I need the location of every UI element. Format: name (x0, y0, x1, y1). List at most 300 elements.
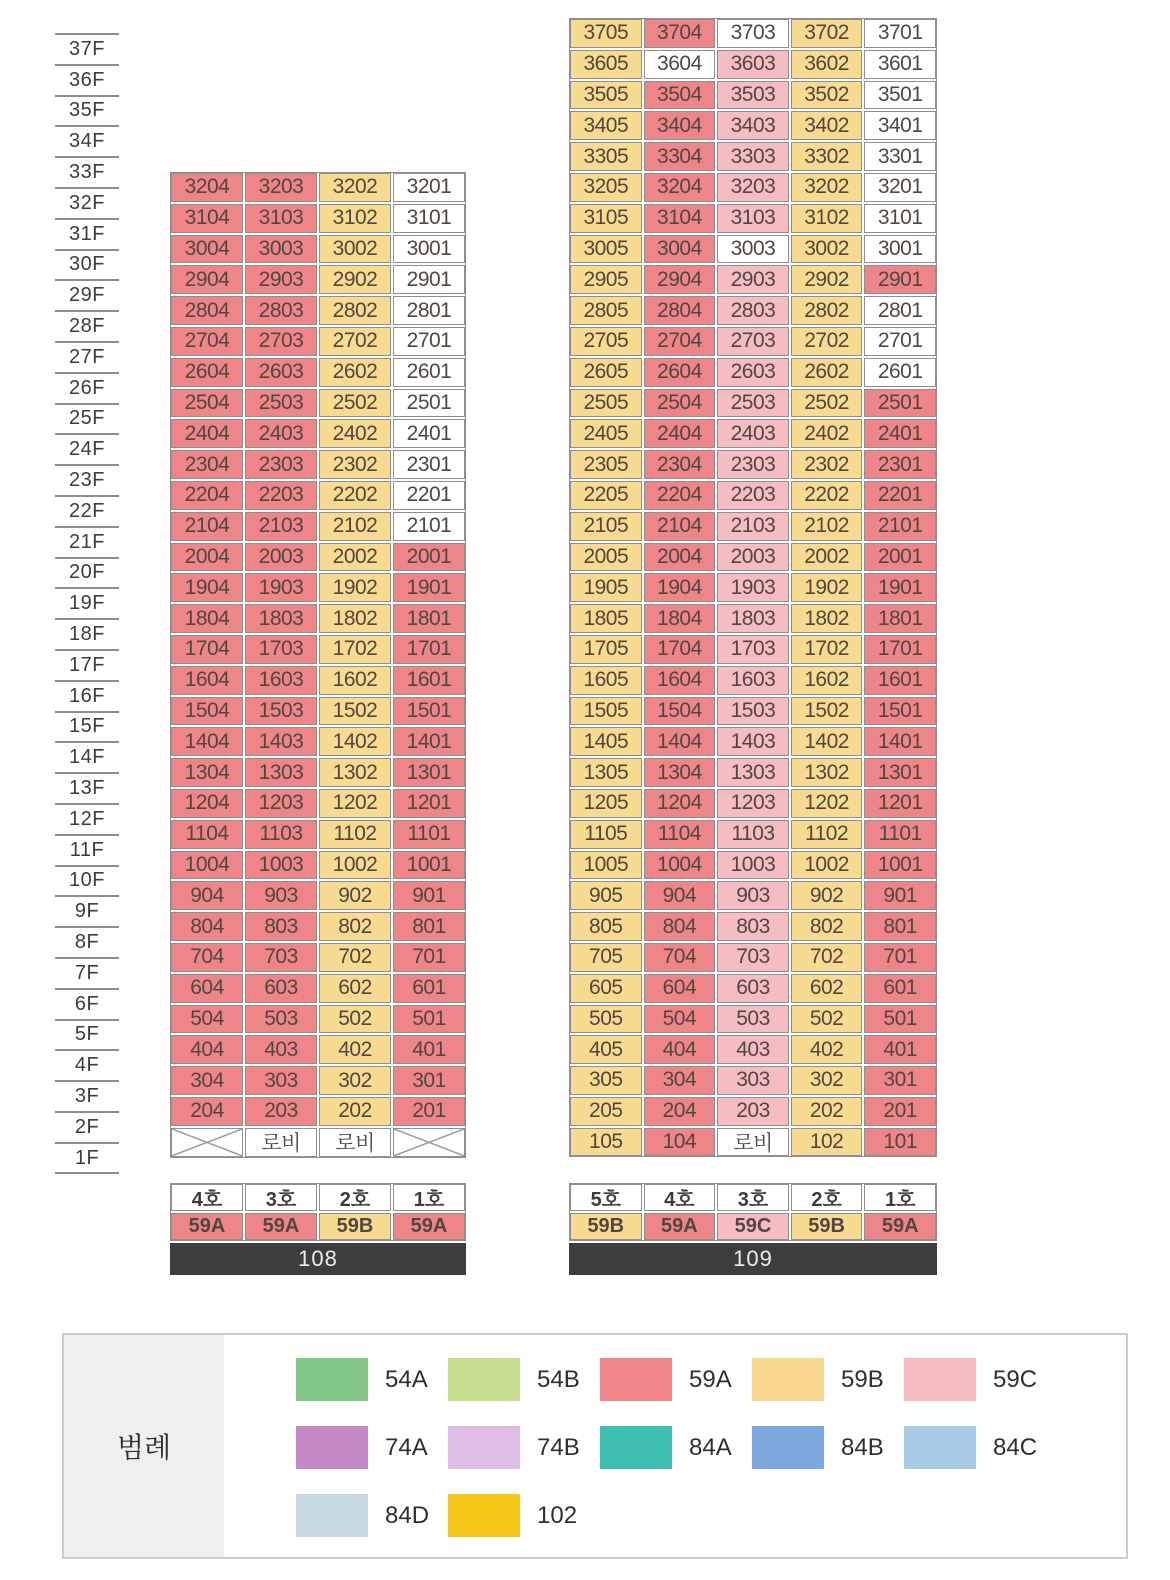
unit-cell-2202[interactable]: 2202 (319, 481, 391, 510)
unit-cell-2402[interactable]: 2402 (791, 419, 863, 448)
unit-cell-602[interactable]: 602 (791, 974, 863, 1003)
unit-cell-801[interactable]: 801 (393, 912, 465, 941)
unit-cell-2204[interactable]: 2204 (171, 481, 243, 510)
unit-cell-2504[interactable]: 2504 (644, 389, 716, 418)
unit-cell-3104[interactable]: 3104 (171, 204, 243, 233)
unit-cell-1202[interactable]: 1202 (791, 789, 863, 818)
unit-cell-1603[interactable]: 1603 (245, 666, 317, 695)
unit-cell-601[interactable]: 601 (864, 974, 936, 1003)
unit-cell-1001[interactable]: 1001 (864, 851, 936, 880)
unit-cell-2704[interactable]: 2704 (644, 327, 716, 356)
unit-cell-3202[interactable]: 3202 (319, 173, 391, 202)
unit-cell-1101[interactable]: 1101 (864, 820, 936, 849)
unit-cell-3402[interactable]: 3402 (791, 111, 863, 140)
unit-cell-1302[interactable]: 1302 (319, 758, 391, 787)
unit-cell-2004[interactable]: 2004 (644, 543, 716, 572)
unit-cell-2202[interactable]: 2202 (791, 481, 863, 510)
unit-cell-1403[interactable]: 1403 (717, 727, 789, 756)
unit-cell-1503[interactable]: 1503 (717, 697, 789, 726)
unit-cell-2803[interactable]: 2803 (245, 296, 317, 325)
unit-cell-1002[interactable]: 1002 (791, 851, 863, 880)
unit-cell-2104[interactable]: 2104 (644, 512, 716, 541)
unit-cell-3701[interactable]: 3701 (864, 19, 936, 48)
unit-cell-1904[interactable]: 1904 (644, 573, 716, 602)
unit-cell-2502[interactable]: 2502 (319, 389, 391, 418)
unit-cell-3703[interactable]: 3703 (717, 19, 789, 48)
unit-cell-501[interactable]: 501 (393, 1005, 465, 1034)
unit-cell-2901[interactable]: 2901 (393, 265, 465, 294)
unit-cell-2901[interactable]: 2901 (864, 265, 936, 294)
unit-cell-401[interactable]: 401 (393, 1035, 465, 1064)
unit-cell-2003[interactable]: 2003 (245, 543, 317, 572)
unit-cell-2302[interactable]: 2302 (791, 450, 863, 479)
unit-cell-3204[interactable]: 3204 (644, 173, 716, 202)
unit-cell-2504[interactable]: 2504 (171, 389, 243, 418)
unit-cell-3705[interactable]: 3705 (570, 19, 642, 48)
unit-cell-904[interactable]: 904 (171, 881, 243, 910)
unit-cell-2001[interactable]: 2001 (393, 543, 465, 572)
unit-cell-303[interactable]: 303 (245, 1066, 317, 1095)
unit-cell-901[interactable]: 901 (393, 881, 465, 910)
unit-cell-1103[interactable]: 1103 (717, 820, 789, 849)
unit-cell-2203[interactable]: 2203 (245, 481, 317, 510)
unit-cell-1304[interactable]: 1304 (171, 758, 243, 787)
unit-cell-2401[interactable]: 2401 (864, 419, 936, 448)
unit-cell-1903[interactable]: 1903 (717, 573, 789, 602)
unit-cell-1801[interactable]: 1801 (864, 604, 936, 633)
unit-cell-1902[interactable]: 1902 (791, 573, 863, 602)
unit-cell-3403[interactable]: 3403 (717, 111, 789, 140)
unit-cell-1601[interactable]: 1601 (864, 666, 936, 695)
unit-cell-3301[interactable]: 3301 (864, 142, 936, 171)
unit-cell-402[interactable]: 402 (791, 1035, 863, 1064)
unit-cell-2404[interactable]: 2404 (644, 419, 716, 448)
unit-cell-3103[interactable]: 3103 (717, 204, 789, 233)
unit-cell-305[interactable]: 305 (570, 1066, 642, 1095)
unit-cell-402[interactable]: 402 (319, 1035, 391, 1064)
unit-cell-3103[interactable]: 3103 (245, 204, 317, 233)
unit-cell-3401[interactable]: 3401 (864, 111, 936, 140)
unit-cell-1901[interactable]: 1901 (864, 573, 936, 602)
unit-cell-303[interactable]: 303 (717, 1066, 789, 1095)
unit-cell-3605[interactable]: 3605 (570, 50, 642, 79)
unit-cell-2305[interactable]: 2305 (570, 450, 642, 479)
unit-cell-3101[interactable]: 3101 (393, 204, 465, 233)
unit-cell-1903[interactable]: 1903 (245, 573, 317, 602)
unit-cell-603[interactable]: 603 (717, 974, 789, 1003)
unit-cell-102[interactable]: 102 (791, 1128, 863, 1157)
unit-cell-404[interactable]: 404 (171, 1035, 243, 1064)
unit-cell-1504[interactable]: 1504 (171, 697, 243, 726)
unit-cell-2701[interactable]: 2701 (864, 327, 936, 356)
unit-cell-2103[interactable]: 2103 (245, 512, 317, 541)
unit-cell-3303[interactable]: 3303 (717, 142, 789, 171)
unit-cell-2103[interactable]: 2103 (717, 512, 789, 541)
unit-cell-2904[interactable]: 2904 (644, 265, 716, 294)
unit-cell-2003[interactable]: 2003 (717, 543, 789, 572)
unit-cell-3601[interactable]: 3601 (864, 50, 936, 79)
unit-cell-804[interactable]: 804 (644, 912, 716, 941)
unit-cell-1802[interactable]: 1802 (319, 604, 391, 633)
unit-cell-1402[interactable]: 1402 (791, 727, 863, 756)
unit-cell-1405[interactable]: 1405 (570, 727, 642, 756)
unit-cell-2402[interactable]: 2402 (319, 419, 391, 448)
unit-cell-2201[interactable]: 2201 (393, 481, 465, 510)
unit-cell-503[interactable]: 503 (245, 1005, 317, 1034)
unit-cell-3304[interactable]: 3304 (644, 142, 716, 171)
unit-cell-2502[interactable]: 2502 (791, 389, 863, 418)
unit-cell-3502[interactable]: 3502 (791, 81, 863, 110)
unit-cell-902[interactable]: 902 (319, 881, 391, 910)
unit-cell-1003[interactable]: 1003 (245, 851, 317, 880)
unit-cell-3501[interactable]: 3501 (864, 81, 936, 110)
unit-cell-1802[interactable]: 1802 (791, 604, 863, 633)
unit-cell-2102[interactable]: 2102 (791, 512, 863, 541)
unit-cell-1701[interactable]: 1701 (864, 635, 936, 664)
unit-cell-801[interactable]: 801 (864, 912, 936, 941)
unit-cell-2405[interactable]: 2405 (570, 419, 642, 448)
unit-cell-1204[interactable]: 1204 (644, 789, 716, 818)
unit-cell-2802[interactable]: 2802 (791, 296, 863, 325)
unit-cell-304[interactable]: 304 (171, 1066, 243, 1095)
unit-cell-3504[interactable]: 3504 (644, 81, 716, 110)
unit-cell-3004[interactable]: 3004 (171, 235, 243, 264)
unit-cell-3503[interactable]: 3503 (717, 81, 789, 110)
unit-cell-1005[interactable]: 1005 (570, 851, 642, 880)
unit-cell-3203[interactable]: 3203 (245, 173, 317, 202)
unit-cell-3002[interactable]: 3002 (791, 235, 863, 264)
unit-cell-3603[interactable]: 3603 (717, 50, 789, 79)
unit-cell-2503[interactable]: 2503 (717, 389, 789, 418)
unit-cell-3505[interactable]: 3505 (570, 81, 642, 110)
unit-cell-3302[interactable]: 3302 (791, 142, 863, 171)
unit-cell-401[interactable]: 401 (864, 1035, 936, 1064)
unit-cell-1602[interactable]: 1602 (791, 666, 863, 695)
unit-cell-1205[interactable]: 1205 (570, 789, 642, 818)
unit-cell-1303[interactable]: 1303 (717, 758, 789, 787)
unit-cell-201[interactable]: 201 (393, 1097, 465, 1126)
unit-cell-2902[interactable]: 2902 (319, 265, 391, 294)
unit-cell-2804[interactable]: 2804 (171, 296, 243, 325)
unit-cell-1305[interactable]: 1305 (570, 758, 642, 787)
unit-cell-1604[interactable]: 1604 (171, 666, 243, 695)
unit-cell-2004[interactable]: 2004 (171, 543, 243, 572)
unit-cell-1002[interactable]: 1002 (319, 851, 391, 880)
unit-cell-1203[interactable]: 1203 (245, 789, 317, 818)
unit-cell-2501[interactable]: 2501 (393, 389, 465, 418)
unit-cell-2005[interactable]: 2005 (570, 543, 642, 572)
unit-cell-3004[interactable]: 3004 (644, 235, 716, 264)
unit-cell-405[interactable]: 405 (570, 1035, 642, 1064)
unit-cell-1003[interactable]: 1003 (717, 851, 789, 880)
unit-cell-804[interactable]: 804 (171, 912, 243, 941)
unit-cell-2703[interactable]: 2703 (245, 327, 317, 356)
unit-cell-3102[interactable]: 3102 (319, 204, 391, 233)
unit-cell-2001[interactable]: 2001 (864, 543, 936, 572)
unit-cell-1602[interactable]: 1602 (319, 666, 391, 695)
unit-cell-703[interactable]: 703 (717, 943, 789, 972)
unit-cell-3404[interactable]: 3404 (644, 111, 716, 140)
unit-cell-2401[interactable]: 2401 (393, 419, 465, 448)
unit-cell-504[interactable]: 504 (644, 1005, 716, 1034)
unit-cell-2804[interactable]: 2804 (644, 296, 716, 325)
unit-cell-2403[interactable]: 2403 (245, 419, 317, 448)
unit-cell-2705[interactable]: 2705 (570, 327, 642, 356)
unit-cell-2904[interactable]: 2904 (171, 265, 243, 294)
unit-cell-702[interactable]: 702 (319, 943, 391, 972)
unit-cell-1803[interactable]: 1803 (717, 604, 789, 633)
unit-cell-2803[interactable]: 2803 (717, 296, 789, 325)
unit-cell-2105[interactable]: 2105 (570, 512, 642, 541)
unit-cell-2301[interactable]: 2301 (864, 450, 936, 479)
unit-cell-2101[interactable]: 2101 (393, 512, 465, 541)
unit-cell-301[interactable]: 301 (393, 1066, 465, 1095)
unit-cell-1103[interactable]: 1103 (245, 820, 317, 849)
unit-cell-1502[interactable]: 1502 (319, 697, 391, 726)
unit-cell-2002[interactable]: 2002 (319, 543, 391, 572)
unit-cell-3305[interactable]: 3305 (570, 142, 642, 171)
unit-cell-1304[interactable]: 1304 (644, 758, 716, 787)
unit-cell-705[interactable]: 705 (570, 943, 642, 972)
unit-cell-101[interactable]: 101 (864, 1128, 936, 1157)
unit-cell-1704[interactable]: 1704 (644, 635, 716, 664)
unit-cell-1501[interactable]: 1501 (393, 697, 465, 726)
unit-cell-3604[interactable]: 3604 (644, 50, 716, 79)
unit-cell-604[interactable]: 604 (171, 974, 243, 1003)
unit-cell-204[interactable]: 204 (644, 1097, 716, 1126)
unit-cell-901[interactable]: 901 (864, 881, 936, 910)
unit-cell-1604[interactable]: 1604 (644, 666, 716, 695)
unit-cell-3201[interactable]: 3201 (864, 173, 936, 202)
unit-cell-603[interactable]: 603 (245, 974, 317, 1003)
unit-cell-2702[interactable]: 2702 (791, 327, 863, 356)
unit-cell-803[interactable]: 803 (717, 912, 789, 941)
unit-cell-2203[interactable]: 2203 (717, 481, 789, 510)
unit-cell-2702[interactable]: 2702 (319, 327, 391, 356)
unit-cell-302[interactable]: 302 (791, 1066, 863, 1095)
unit-cell-1001[interactable]: 1001 (393, 851, 465, 880)
unit-cell-1004[interactable]: 1004 (171, 851, 243, 880)
unit-cell-2301[interactable]: 2301 (393, 450, 465, 479)
unit-cell-2703[interactable]: 2703 (717, 327, 789, 356)
unit-cell-1105[interactable]: 1105 (570, 820, 642, 849)
unit-cell-2505[interactable]: 2505 (570, 389, 642, 418)
unit-cell-1505[interactable]: 1505 (570, 697, 642, 726)
unit-cell-1901[interactable]: 1901 (393, 573, 465, 602)
unit-cell-802[interactable]: 802 (791, 912, 863, 941)
unit-cell-2902[interactable]: 2902 (791, 265, 863, 294)
unit-cell-3203[interactable]: 3203 (717, 173, 789, 202)
unit-cell-1303[interactable]: 1303 (245, 758, 317, 787)
unit-cell-3405[interactable]: 3405 (570, 111, 642, 140)
unit-cell-2802[interactable]: 2802 (319, 296, 391, 325)
unit-cell-2205[interactable]: 2205 (570, 481, 642, 510)
unit-cell-1704[interactable]: 1704 (171, 635, 243, 664)
unit-cell-403[interactable]: 403 (245, 1035, 317, 1064)
unit-cell-2201[interactable]: 2201 (864, 481, 936, 510)
unit-cell-2604[interactable]: 2604 (171, 358, 243, 387)
unit-cell-3002[interactable]: 3002 (319, 235, 391, 264)
unit-cell-1803[interactable]: 1803 (245, 604, 317, 633)
unit-cell-1301[interactable]: 1301 (393, 758, 465, 787)
unit-cell-2002[interactable]: 2002 (791, 543, 863, 572)
unit-cell-2604[interactable]: 2604 (644, 358, 716, 387)
unit-cell-205[interactable]: 205 (570, 1097, 642, 1126)
unit-cell-2801[interactable]: 2801 (393, 296, 465, 325)
unit-cell-702[interactable]: 702 (791, 943, 863, 972)
unit-cell-2603[interactable]: 2603 (245, 358, 317, 387)
unit-cell-1703[interactable]: 1703 (245, 635, 317, 664)
unit-cell-3104[interactable]: 3104 (644, 204, 716, 233)
unit-cell-1702[interactable]: 1702 (319, 635, 391, 664)
unit-cell-3202[interactable]: 3202 (791, 173, 863, 202)
unit-cell-3704[interactable]: 3704 (644, 19, 716, 48)
unit-cell-1403[interactable]: 1403 (245, 727, 317, 756)
unit-cell-2102[interactable]: 2102 (319, 512, 391, 541)
unit-cell-904[interactable]: 904 (644, 881, 716, 910)
unit-cell-2403[interactable]: 2403 (717, 419, 789, 448)
unit-cell-3101[interactable]: 3101 (864, 204, 936, 233)
unit-cell-2602[interactable]: 2602 (791, 358, 863, 387)
unit-cell-605[interactable]: 605 (570, 974, 642, 1003)
unit-cell-2903[interactable]: 2903 (717, 265, 789, 294)
unit-cell-3003[interactable]: 3003 (245, 235, 317, 264)
unit-cell-1104[interactable]: 1104 (644, 820, 716, 849)
unit-cell-203[interactable]: 203 (717, 1097, 789, 1126)
unit-cell-2602[interactable]: 2602 (319, 358, 391, 387)
unit-cell-2601[interactable]: 2601 (393, 358, 465, 387)
unit-cell-2801[interactable]: 2801 (864, 296, 936, 325)
unit-cell-2104[interactable]: 2104 (171, 512, 243, 541)
unit-cell-1203[interactable]: 1203 (717, 789, 789, 818)
unit-cell-1503[interactable]: 1503 (245, 697, 317, 726)
unit-cell-104[interactable]: 104 (644, 1128, 716, 1157)
unit-cell-2903[interactable]: 2903 (245, 265, 317, 294)
unit-cell-2404[interactable]: 2404 (171, 419, 243, 448)
unit-cell-1703[interactable]: 1703 (717, 635, 789, 664)
unit-cell-1501[interactable]: 1501 (864, 697, 936, 726)
unit-cell-1905[interactable]: 1905 (570, 573, 642, 602)
unit-cell-1804[interactable]: 1804 (171, 604, 243, 633)
unit-cell-1402[interactable]: 1402 (319, 727, 391, 756)
unit-cell-2704[interactable]: 2704 (171, 327, 243, 356)
unit-cell-502[interactable]: 502 (791, 1005, 863, 1034)
unit-cell-3201[interactable]: 3201 (393, 173, 465, 202)
unit-cell-701[interactable]: 701 (864, 943, 936, 972)
unit-cell-1102[interactable]: 1102 (319, 820, 391, 849)
unit-cell-2905[interactable]: 2905 (570, 265, 642, 294)
unit-cell-2503[interactable]: 2503 (245, 389, 317, 418)
unit-cell-1603[interactable]: 1603 (717, 666, 789, 695)
unit-cell-803[interactable]: 803 (245, 912, 317, 941)
unit-cell-1804[interactable]: 1804 (644, 604, 716, 633)
unit-cell-3001[interactable]: 3001 (864, 235, 936, 264)
unit-cell-2101[interactable]: 2101 (864, 512, 936, 541)
unit-cell-1805[interactable]: 1805 (570, 604, 642, 633)
unit-cell-403[interactable]: 403 (717, 1035, 789, 1064)
unit-cell-301[interactable]: 301 (864, 1066, 936, 1095)
unit-cell-2605[interactable]: 2605 (570, 358, 642, 387)
unit-cell-1404[interactable]: 1404 (644, 727, 716, 756)
unit-cell-502[interactable]: 502 (319, 1005, 391, 1034)
unit-cell-703[interactable]: 703 (245, 943, 317, 972)
unit-cell-3204[interactable]: 3204 (171, 173, 243, 202)
unit-cell-802[interactable]: 802 (319, 912, 391, 941)
unit-cell-1104[interactable]: 1104 (171, 820, 243, 849)
unit-cell-204[interactable]: 204 (171, 1097, 243, 1126)
unit-cell-2304[interactable]: 2304 (644, 450, 716, 479)
unit-cell-201[interactable]: 201 (864, 1097, 936, 1126)
unit-cell-1101[interactable]: 1101 (393, 820, 465, 849)
unit-cell-1504[interactable]: 1504 (644, 697, 716, 726)
unit-cell-1605[interactable]: 1605 (570, 666, 642, 695)
unit-cell-1201[interactable]: 1201 (393, 789, 465, 818)
unit-cell-3005[interactable]: 3005 (570, 235, 642, 264)
unit-cell-1404[interactable]: 1404 (171, 727, 243, 756)
unit-cell-302[interactable]: 302 (319, 1066, 391, 1095)
unit-cell-203[interactable]: 203 (245, 1097, 317, 1126)
unit-cell-1702[interactable]: 1702 (791, 635, 863, 664)
unit-cell-2303[interactable]: 2303 (245, 450, 317, 479)
unit-cell-3003[interactable]: 3003 (717, 235, 789, 264)
unit-cell-701[interactable]: 701 (393, 943, 465, 972)
unit-cell-902[interactable]: 902 (791, 881, 863, 910)
unit-cell-1701[interactable]: 1701 (393, 635, 465, 664)
unit-cell-3105[interactable]: 3105 (570, 204, 642, 233)
unit-cell-2304[interactable]: 2304 (171, 450, 243, 479)
unit-cell-202[interactable]: 202 (319, 1097, 391, 1126)
unit-cell-3702[interactable]: 3702 (791, 19, 863, 48)
unit-cell-504[interactable]: 504 (171, 1005, 243, 1034)
unit-cell-2701[interactable]: 2701 (393, 327, 465, 356)
unit-cell-1801[interactable]: 1801 (393, 604, 465, 633)
unit-cell-304[interactable]: 304 (644, 1066, 716, 1095)
unit-cell-505[interactable]: 505 (570, 1005, 642, 1034)
unit-cell-604[interactable]: 604 (644, 974, 716, 1003)
unit-cell-805[interactable]: 805 (570, 912, 642, 941)
unit-cell-2204[interactable]: 2204 (644, 481, 716, 510)
unit-cell-1004[interactable]: 1004 (644, 851, 716, 880)
unit-cell-1601[interactable]: 1601 (393, 666, 465, 695)
unit-cell-1102[interactable]: 1102 (791, 820, 863, 849)
unit-cell-1902[interactable]: 1902 (319, 573, 391, 602)
unit-cell-1502[interactable]: 1502 (791, 697, 863, 726)
unit-cell-1202[interactable]: 1202 (319, 789, 391, 818)
unit-cell-202[interactable]: 202 (791, 1097, 863, 1126)
unit-cell-1301[interactable]: 1301 (864, 758, 936, 787)
unit-cell-601[interactable]: 601 (393, 974, 465, 1003)
unit-cell-503[interactable]: 503 (717, 1005, 789, 1034)
unit-cell-2501[interactable]: 2501 (864, 389, 936, 418)
unit-cell-1401[interactable]: 1401 (393, 727, 465, 756)
unit-cell-2603[interactable]: 2603 (717, 358, 789, 387)
unit-cell-1204[interactable]: 1204 (171, 789, 243, 818)
unit-cell-3205[interactable]: 3205 (570, 173, 642, 202)
unit-cell-905[interactable]: 905 (570, 881, 642, 910)
unit-cell-105[interactable]: 105 (570, 1128, 642, 1157)
unit-cell-704[interactable]: 704 (171, 943, 243, 972)
unit-cell-2302[interactable]: 2302 (319, 450, 391, 479)
unit-cell-1302[interactable]: 1302 (791, 758, 863, 787)
unit-cell-704[interactable]: 704 (644, 943, 716, 972)
unit-cell-404[interactable]: 404 (644, 1035, 716, 1064)
unit-cell-2805[interactable]: 2805 (570, 296, 642, 325)
unit-cell-3001[interactable]: 3001 (393, 235, 465, 264)
unit-cell-3602[interactable]: 3602 (791, 50, 863, 79)
unit-cell-903[interactable]: 903 (245, 881, 317, 910)
unit-cell-602[interactable]: 602 (319, 974, 391, 1003)
unit-cell-2303[interactable]: 2303 (717, 450, 789, 479)
